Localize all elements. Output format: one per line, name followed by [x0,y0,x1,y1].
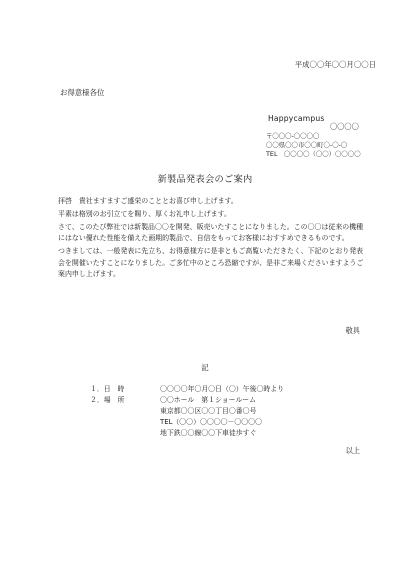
sender-address: 〇〇県〇〇市〇〇町〇-〇-〇 [266,141,348,149]
detail-row [90,417,284,428]
detail-label [90,417,160,428]
body-paragraph: つきましては、一般発表に先立ち、お得意様方に是非ともご高覧いただきたく、下記のとおり発表会を開催いたすことになりました。ご多忙中のところ恐縮ですが、是非ご来場くださいますようご案内申し上げます。 [58,247,364,278]
detail-label [90,428,160,439]
end-mark: 以上 [345,446,360,455]
detail-value: 地下鉄〇〇線〇〇下車徒歩すぐ [160,429,257,437]
detail-value: 〇〇〇〇年〇月〇日（〇）午後〇時より [160,385,285,393]
detail-row [90,395,284,406]
body-paragraph: さて、このたび弊社では新製品〇〇を開発、販売いたすことになりました。この〇〇は従来の機種にはない優れた性能を備えた画期的製品で、自信をもってお客様におすすめできるものです。 [58,222,364,243]
closing-word: 敬具 [345,326,360,335]
detail-value: 東京都〇〇区〇〇丁目〇番〇号 [160,407,257,415]
detail-value: TEL（〇〇）〇〇〇〇－〇〇〇〇 [160,418,262,426]
recipient: お得意様各位 [60,88,105,97]
letter-body [58,196,364,282]
sender-company: Happycampus [268,114,325,123]
detail-row [90,406,284,417]
notice-heading: 記 [201,363,209,372]
detail-label [90,406,160,417]
detail-value: 〇〇ホール 第１ショールーム [160,396,257,404]
sender-zip: 〒〇〇〇-〇〇〇〇 [266,132,320,140]
sender-tel: TEL 〇〇〇〇（〇〇）〇〇〇〇 [266,150,361,158]
detail-row [90,384,284,395]
body-paragraph: 平素は格別のお引立てを賜り、厚くお礼申し上げます。 [58,209,231,218]
notice-details [90,384,284,439]
body-paragraph: 拝啓 貴社ますますご盛栄のこととお喜び申し上げます。 [58,197,238,205]
detail-row [90,428,284,439]
document-date: 平成〇〇年〇〇月〇〇日 [294,60,376,69]
sender-name: 〇〇〇〇 [330,122,359,131]
detail-label: １．日 時 [90,385,125,393]
document-title: 新製品発表会のご案内 [157,174,253,185]
detail-label: ２．場 所 [90,396,125,404]
